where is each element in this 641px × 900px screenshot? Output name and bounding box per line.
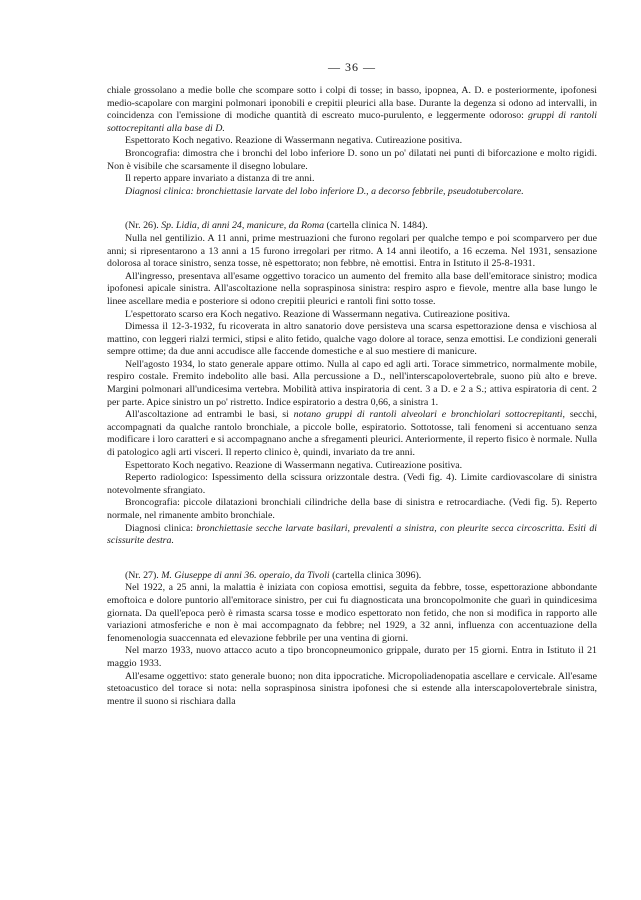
case-26 [107, 220, 597, 547]
paragraph: Nell'agosto 1934, lo stato generale appare ottimo. Nulla al capo ed agli arti. Torace simmetrico, normalmente mobile, respiro costale. Fremito indebolito alle basi. Alla percussione a D., nell'interscapolovertebrale, suono più alto e breve. Margini polmonari all'undicesima vertebra. Mobilità attiva inspiratoria di cent. 3 a D. e 2 a S.; attiva espiratoria di cent. 2 per parte. Apice sinistro un po' ristretto. Indice espiratorio a destra 0,66, a sinistra 1. [107, 358, 597, 408]
paragraph: chiale grossolano a medie bolle che scompare sotto i colpi di tosse; in basso, ipopnea, A. D. e posteriormente, ipofonesi medio-scapolare con margini polmonari iponobili e crepitii pleurici alla base. Durante la degenza si odono ad intervalli, in coincidenza con l'emissione di modiche quantità di escreato muco-purulento, e leggermente odoroso: gruppi di rantoli sottocrepitanti alla base di D. [107, 85, 597, 134]
paragraph: All'ascoltazione ad entrambi le basi, si notano gruppi di rantoli alveolari e bronchiolari sottocrepitanti, secchi, accompagnati da qualche rantolo bronchiale, a piccole bolle, espiratorio. Sottotosse, tali fenomeni si accentuano senza modificare i loro caratteri e si accompagnano anche a sfregamenti pleurici. Anteriormente, il reperto fisico è normale. Nulla di patologico agli arti visceri. Il reperto clinico è, quindi, invariato da tre anni. [107, 409, 597, 459]
diagnosis: Diagnosi clinica: bronchiettasie larvate del lobo inferiore D., a decorso febbrile, pseudotubercolare. [125, 185, 524, 197]
page-number: — 36 — [328, 60, 376, 74]
case-heading: (Nr. 26). Sp. Lidia, di anni 24, manicure, da Roma (cartella clinica N. 1484). [125, 220, 428, 232]
paragraph: Espettorato Koch negativo. Reazione di Wassermann negativa. Cutireazione positiva. [125, 459, 463, 471]
paragraph: Broncografia: piccole dilatazioni bronchiali cilindriche della base di sinistra e retrocardiache. (Vedi fig. 5). Reperto normale, nel rimanente ambito bronchiale. [107, 497, 597, 521]
paragraph: Nulla nel gentilizio. A 11 anni, prime mestruazioni che furono regolari per qualche tempo e poi scomparvero per due anni; si ripresentarono a 13 anni a 15 furono irregolari per ritmo. A 14 anni ileotifo, a 16 eczema. Nel 1931, sensazione dolorosa al torace sinistro, senza tosse, nè espettorato; non febbre, nè emottisi. Entra in Istituto il 25-8-1931. [107, 232, 597, 270]
paragraph: Il reperto appare invariato a distanza di tre anni. [125, 173, 315, 185]
paragraph: Espettorato Koch negativo. Reazione di Wassermann negativa. Cutireazione positiva. [125, 135, 463, 147]
paragraph: All'esame oggettivo: stato generale buono; non dita ippocratiche. Micropoliadenopatia ascellare e cervicale. All'esame stetoacustico del torace si nota: nella sopraspinosa sinistra ipofonesi che si estende alla interscapolovertebrale sinistra, mentre il suono si rischiara dalla [107, 670, 597, 707]
paragraph: Nel marzo 1933, nuovo attacco acuto a tipo broncopneumonico grippale, durato per 15 giorni. Entra in Istituto il 21 maggio 1933. [107, 645, 597, 669]
paragraph: Broncografia: dimostra che i bronchi del lobo inferiore D. sono un po' dilatati nei punti di biforcazione e molto rigidi. Non è visibile che scarsamente il disegno lobulare. [107, 147, 597, 172]
paragraph: Nel 1922, a 25 anni, la malattia è iniziata con copiosa emottisi, seguita da febbre, tosse, espettorazione abbondante emoftoica e dolore puntorio all'emitorace sinistro, per cui fu diagnosticata una broncopolmonite che guarì in quindicesima giornata. Da quell'epoca però è rimasta scarsa tosse e modico espettorato non fetido, che non si modifica in rapporto alle variazioni atmosferiche e non è mai accompagnato da febbre; nel 1929, a 32 anni, influenza con accentuazione della fenomenologia suaccennata ed elevazione febbrile per una ventina di giorni. [107, 582, 597, 644]
paragraph: Dimessa il 12-3-1932, fu ricoverata in altro sanatorio dove persisteva una scarsa espettorazione densa e vischiosa al mattino, con leggeri rialzi termici, stipsi e alito fetido, qualche vago dolore al torace, senza emottisi. Le condizioni generali sempre ottime; da due anni accudisce alle faccende domestiche e al suo mestiere di manicure. [107, 321, 597, 358]
case-25-continuation [107, 85, 597, 198]
paragraph: L'espettorato scarso era Koch negativo. Reazione di Wassermann negativa. Cutireazione positiva. [125, 308, 510, 320]
paragraph: Reperto radiologico: Ispessimento della scissura orizzontale destra. (Vedi fig. 4). Limite cardiovascolare di sinistra notevolmente sfrangiato. [107, 472, 597, 496]
paragraph: All'ingresso, presentava all'esame oggettivo toracico un aumento del fremito alla base dell'emitorace sinistro; modica ipofonesi apicale sinistra. All'ascoltazione nella sopraspinosa sinistra: respiro aspro e fievole, mentre alla base lungo le linee ascellare media e posteriore si odono crepitii pleurici e rantoli fini sotto tosse. [107, 270, 597, 307]
case-heading: (Nr. 27). M. Giuseppe di anni 36. operaio, da Tivoli (cartella clinica 3096). [125, 569, 422, 581]
diagnosis: Diagnosi clinica: bronchiettasie secche larvate basilari, prevalenti a sinistra, con pleurite secca circoscritta. Esiti di scissurite destra. [107, 522, 598, 547]
case-27 [107, 570, 597, 709]
